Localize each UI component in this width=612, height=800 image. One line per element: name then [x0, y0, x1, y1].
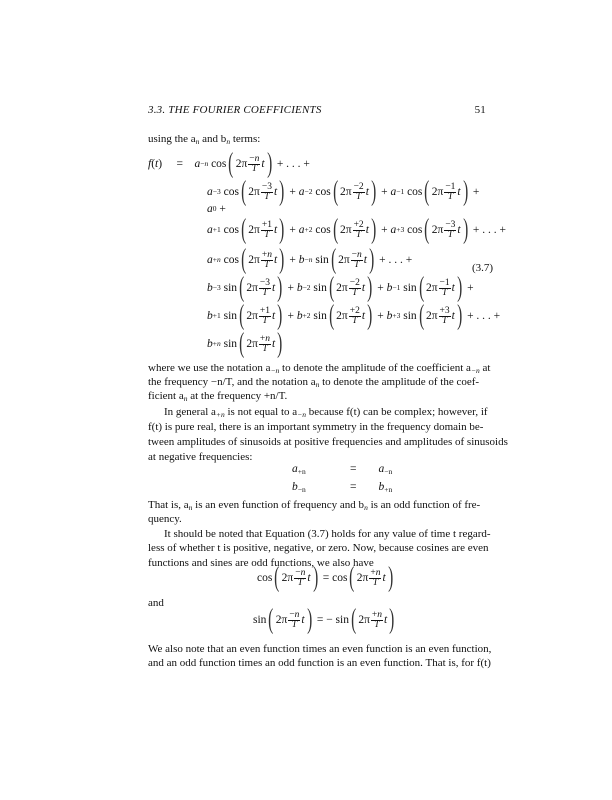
sine-odd-equation: sin ( 2π $\frac{-n}{T}$ t ) = − sin ( 2π $\frac{+n}{T}$ t ) — [253, 604, 395, 635]
cosine-even-equation: cos ( 2π $\frac{-n}{T}$ t ) = cos ( 2π $\frac{+n}{T}$ t ) — [257, 562, 393, 593]
running-header — [148, 104, 486, 116]
paragraph-4-line-1: It should be noted that Equation (3.7) holds for any value of time t regard- — [164, 528, 491, 540]
paragraph-4-line-3: functions and sines are odd functions, we also have — [148, 557, 374, 569]
paragraph-2-line-3: tween amplitudes of sinusoids at positive frequencies and amplitudes of sinusoids — [148, 436, 508, 448]
document-page: 3.3. THE FOURIER COEFFICIENTS 51 using the $a_n$ and $b_n$ terms: f ( t ) = a −n cos ( 2π $\frac{-n}{T}$ t ) + . . . + a −3 cos ( 2π $\frac{-3}{T}$ t ) + a −2 cos ( 2π $\frac{-2}{T}$ t ) + a −1 cos ( 2π $\frac{-1}{T}$ t ) + a 0 + a +1 cos ( 2π $\frac{+1}{T}$ t ) + a +2 cos ( 2π $\frac{+2}{T}$ t ) + a +3 cos ( 2π $\frac{-3}{T}$ t ) + . . . + a +n cos ( 2π $\frac{+n}{T}$ t ) + b −n sin ( 2π $\frac{-n}{T}$ t ) + . . . + (3.7) b −3 sin ( 2π $\frac{-3}{T}$ t ) + b −2 sin ( 2π $\frac{-2}{T}$ t ) + b −1 sin ( 2π $\frac{-1}{T}$ t ) + b +1 sin ( 2π $\frac{+1}{T}$ t ) + b +2 sin ( 2π $\frac{+2}{T}$ t ) + b +3 sin ( 2π $\frac{+3}{T}$ t ) + . . . + b +n sin ( 2π $\frac{+n}{T}$ t ) where we use the notation $a_{-n}$ to denote the amplitude of the coefficient $a_{-n}$ at the frequency −n/T, and the notation $a_n$ to denote the amplitude of the coef- ficient $a_n$ at the frequency +n/T. In general $a_{+n}$ is not equal to $a_{-n}$ because f(t) can be complex; however, if f(t) is pure real, there is an important symmetry in the frequency domain be- tween amplitudes of sinusoids at positive frequencies and amplitudes of sinusoids at negative frequencies: $a_{+n}$ = $a_{-n}$ $b_{-n}$ = $b_{+n}$ That is, $a_n$ is an even function of frequency and $b_n$ is an odd function of fre- quency. It should be noted that Equation (3.7) holds for any value of time t regard- less of whether t is positive, negative, or zero. Now, because cosines are even functions and sines are odd functions, we also have cos ( 2π $\frac{-n}{T}$ t ) = cos ( 2π $\frac{+n}{T}$ t ) and sin ( 2π $\frac{-n}{T}$ t ) = − sin ( 2π $\frac{+n}{T}$ t ) We also note that an even function times an even function is an even function, and an odd function times an odd function is an even function. That is, for f(t) — [148, 104, 508, 669]
section-title: 3.3. THE FOURIER COEFFICIENTS — [148, 104, 322, 116]
paragraph-2-line-4: at negative frequencies: — [148, 451, 253, 463]
paragraph-1-line-1: where we use the notation $a_{-n}$ to denote the amplitude of the coefficient $a_{-n}$ at — [148, 362, 491, 375]
paragraph-1-line-3: ficient $a_n$ at the frequency +n/T. — [148, 390, 288, 403]
equation-number: (3.7) — [472, 262, 494, 274]
paragraph-2-line-2: f(t) is pure real, there is an important symmetry in the frequency domain be- — [148, 421, 484, 433]
paragraph-2-line-1: In general $a_{+n}$ is not equal to $a_{-n}$ because f(t) can be complex; however, if — [164, 406, 488, 419]
intro-line: using the $a_n$ and $b_n$ terms: — [148, 133, 261, 146]
page-number: 51 — [474, 104, 486, 116]
paragraph-1-line-2: the frequency −n/T, and the notation $a_n$ to denote the amplitude of the coef- — [148, 376, 480, 389]
paragraph-5-line-2: and an odd function times an odd function is an even function. That is, for f(t) — [148, 657, 491, 669]
symmetry-equations: $a_{+n}$ = $a_{-n}$ $b_{-n}$ = $b_{+n}$ — [292, 463, 393, 494]
paragraph-3-line-2: quency. — [148, 513, 182, 525]
paragraph-3-line-1: That is, $a_n$ is an even function of frequency and $b_n$ is an odd function of fre- — [148, 499, 481, 512]
and-text: and — [148, 597, 164, 609]
paragraph-4-line-2: less of whether t is positive, negative, or zero. Now, because cosines are even — [148, 542, 489, 554]
paragraph-5-line-1: We also note that an even function times an even function is an even function, — [148, 643, 492, 655]
